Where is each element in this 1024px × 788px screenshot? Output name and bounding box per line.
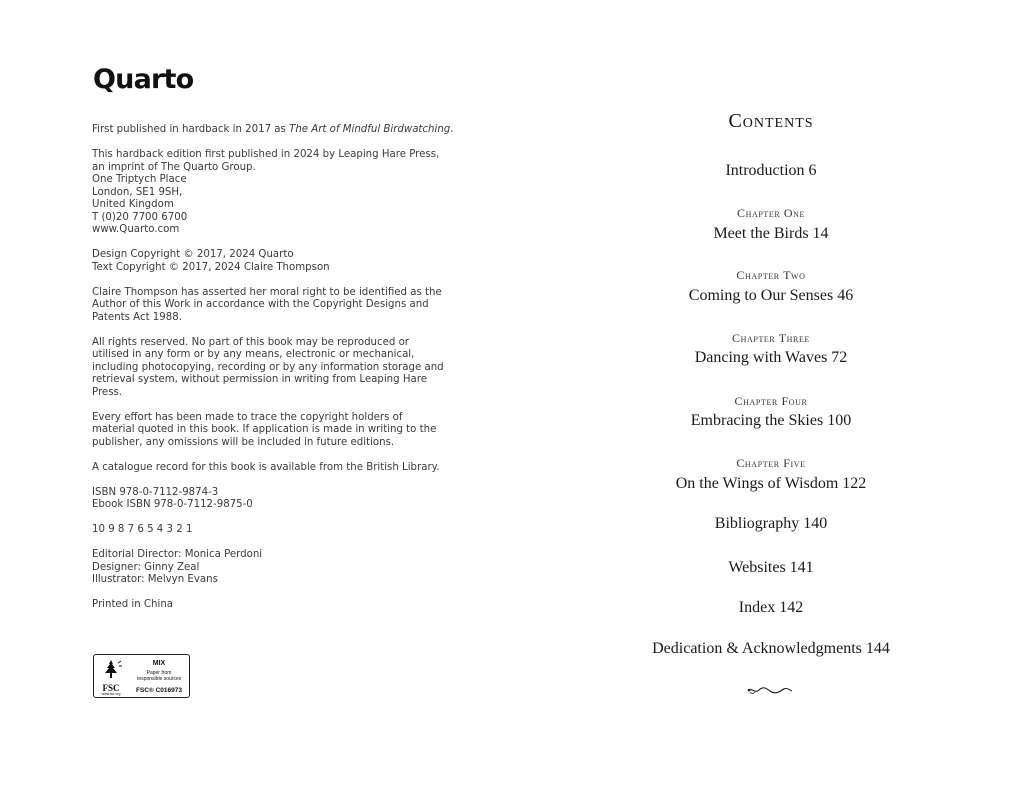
toc-entry: Websites 141 [728,559,814,576]
imprint-text [92,124,454,624]
toc-entry: Coming to Our Senses 46 [688,287,854,304]
imprint-line-text: www.Quarto.com [92,224,180,235]
toc-entry: Meet the Birds 14 [713,225,829,242]
contents-page [512,0,1024,788]
imprint-line-text: material quoted in this book. If application is made in writing to the [92,424,437,435]
imprint-line-text: Press. [92,386,123,398]
fsc-paper-line-1: Paper from [146,670,172,676]
imprint-paragraph [92,549,442,587]
imprint-paragraph [92,524,442,537]
imprint-paragraph [92,249,442,274]
imprint-line [92,262,442,275]
imprint-line-text: London, SE1 9SH, [92,186,183,198]
imprint-paragraph [92,412,442,450]
imprint-paragraph [92,287,442,325]
imprint-line-text: Illustrator: Melvyn Evans [92,574,218,585]
imprint-line [92,499,442,512]
toc-entry: Dancing with Waves 72 [694,349,848,366]
fsc-logo-text: FSC [102,683,120,693]
imprint-paragraph [92,149,442,237]
imprint-line [92,437,442,450]
imprint-line-text: Ebook ISBN 978-0-7112-9875-0 [92,499,253,510]
imprint-line [92,337,442,350]
chapter-label: Chapter Two [736,268,806,282]
imprint-line [92,412,442,425]
imprint-line [92,312,442,325]
imprint-line-text: United Kingdom [92,199,174,210]
fsc-badge [93,654,190,698]
imprint-paragraph [92,124,454,137]
imprint-line [92,387,442,400]
imprint-line-text: Claire Thompson has asserted her moral right to be identified as the [92,286,442,298]
imprint-line [92,162,442,175]
toc-entry: On the Wings of Wisdom 122 [675,475,867,492]
chapter-label: Chapter Four [734,394,808,408]
imprint-line-text: ISBN 978-0-7112-9874-3 [92,486,219,498]
imprint-line [92,224,442,237]
toc-entry: Embracing the Skies 100 [690,412,852,429]
imprint-line-text: Every effort has been made to trace the copyright holders of [92,411,403,423]
imprint-line-text: including photocopying, recording or by any information storage and [92,361,444,373]
imprint-line [92,487,442,500]
imprint-line-text: Printed in China [92,599,174,610]
imprint-paragraph [92,487,442,512]
fsc-tree-icon [98,658,124,686]
fsc-mix-label: MIX [152,660,166,667]
imprint-line-text: retrieval system, without permission in writing from Leaping Hare [92,374,427,385]
contents-title: Contents [728,110,814,132]
fsc-code: FSC® C016973 [136,687,182,694]
chapter-label: Chapter Five [736,456,806,470]
imprint-paragraph [92,599,442,612]
toc-entry: Index 142 [738,599,804,616]
imprint-line-text: All rights reserved. No part of this book may be reproduced or [92,336,409,348]
imprint-line-text: Author of this Work in accordance with the Copyright Designs and [92,299,429,310]
imprint-line [92,174,442,187]
imprint-line-text: utilised in any form or by any means, electronic or mechanical, [92,349,415,360]
imprint-line-text: T (0)20 7700 6700 [92,211,188,223]
imprint-line-text: 10 9 8 7 6 5 4 3 2 1 [92,524,193,535]
imprint-line [92,362,442,375]
chapter-label: Chapter One [736,206,806,220]
imprint-line [92,349,442,362]
imprint-line [92,549,442,562]
imprint-line [92,149,442,162]
imprint-line-text: an imprint of The Quarto Group. [92,161,256,173]
imprint-paragraph [92,337,442,400]
imprint-line-text: Design Copyright © 2017, 2024 Quarto [92,249,294,260]
toc-entry: Bibliography 140 [714,515,828,532]
imprint-line [92,187,442,200]
imprint-line [92,212,442,225]
fsc-url: www.fsc.org [101,692,121,696]
toc-entry: Introduction 6 [725,162,817,179]
imprint-line-text: publisher, any omissions will be included in future editions. [92,436,395,448]
imprint-line [92,124,454,137]
flourish-icon [746,684,794,696]
imprint-line [92,424,442,437]
imprint-line [92,574,442,587]
imprint-line-suffix: . [450,124,454,135]
imprint-line [92,299,442,312]
imprint-line-text: First published in hardback in 2017 as [92,124,290,135]
fsc-paper-text [130,670,188,682]
chapter-label: Chapter Three [732,331,810,345]
imprint-line-text: A catalogue record for this book is available from the British Library. [92,461,440,473]
imprint-line [92,524,442,537]
imprint-line-text: Patents Act 1988. [92,311,182,323]
imprint-line-text: Editorial Director: Monica Perdoni [92,549,263,560]
imprint-line-text: This hardback edition first published in 2024 by Leaping Hare Press, [92,149,440,160]
imprint-line [92,562,442,575]
imprint-line [92,199,442,212]
imprint-line [92,462,442,475]
imprint-line [92,249,442,262]
toc-entry: Dedication & Acknowledgments 144 [652,640,890,657]
imprint-line [92,599,442,612]
imprint-paragraph [92,462,442,475]
publisher-logo: Quarto [93,64,194,95]
book-original-title: The Art of Mindful Birdwatching [289,124,451,135]
fsc-paper-line-2: responsible sources [136,676,182,682]
imprint-line-text: One Triptych Place [92,174,187,185]
imprint-line-text: Text Copyright © 2017, 2024 Claire Thompson [92,261,330,273]
imprint-line [92,287,442,300]
imprint-line [92,374,442,387]
imprint-line-text: Designer: Ginny Zeal [92,561,200,573]
